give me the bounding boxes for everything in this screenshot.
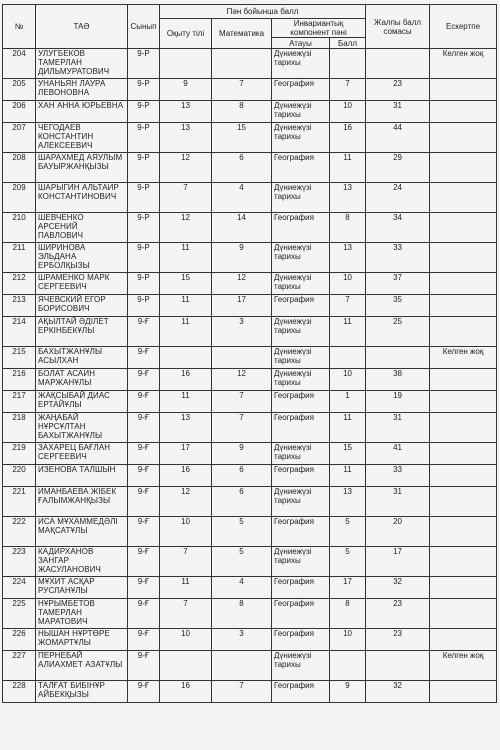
invariant-subject: Дүниежүзі тарихы xyxy=(272,443,330,465)
math-score: 3 xyxy=(212,317,272,347)
row-number: 225 xyxy=(3,599,36,629)
invariant-score xyxy=(330,347,366,369)
table-row xyxy=(3,183,497,213)
note-cell xyxy=(430,369,497,391)
header-total: Жалпы балл сомасы xyxy=(366,5,430,49)
row-number: 223 xyxy=(3,547,36,577)
table-row xyxy=(3,391,497,413)
invariant-subject: География xyxy=(272,295,330,317)
class-cell: 9-Ғ xyxy=(128,317,160,347)
lang-score xyxy=(160,49,212,79)
total-score: 23 xyxy=(366,79,430,101)
invariant-subject: Дүниежүзі тарихы xyxy=(272,273,330,295)
math-score: 4 xyxy=(212,183,272,213)
student-name: ШАРАХМЕД АЯУЛЫМ БАУЫРЖАНҚЫЗЫ xyxy=(36,153,128,183)
invariant-score: 5 xyxy=(330,517,366,547)
lang-score: 16 xyxy=(160,369,212,391)
lang-score: 10 xyxy=(160,629,212,651)
class-cell: 9-Р xyxy=(128,295,160,317)
invariant-subject: География xyxy=(272,465,330,487)
note-cell xyxy=(430,547,497,577)
class-cell: 9-Ғ xyxy=(128,347,160,369)
invariant-score: 11 xyxy=(330,153,366,183)
lang-score: 10 xyxy=(160,517,212,547)
results-sheet xyxy=(2,4,496,703)
class-cell: 9-Ғ xyxy=(128,599,160,629)
math-score: 7 xyxy=(212,79,272,101)
total-score xyxy=(366,651,430,681)
math-score: 9 xyxy=(212,243,272,273)
note-cell xyxy=(430,443,497,465)
row-number: 205 xyxy=(3,79,36,101)
table-row xyxy=(3,295,497,317)
student-name: ШИРИНОВА ЭЛЬДАНА ЕРБОЛҚЫЗЫ xyxy=(36,243,128,273)
note-cell xyxy=(430,391,497,413)
row-number: 214 xyxy=(3,317,36,347)
student-name: НЫШАН НҰРТӨРЕ ЖОМАРТҰЛЫ xyxy=(36,629,128,651)
invariant-subject: Дүниежүзі тарихы xyxy=(272,243,330,273)
lang-score: 11 xyxy=(160,577,212,599)
student-name: КАДИРХАНОВ ЗАНГАР ЖАСУЛАНОВИЧ xyxy=(36,547,128,577)
class-cell: 9-Р xyxy=(128,49,160,79)
math-score xyxy=(212,49,272,79)
note-cell xyxy=(430,101,497,123)
row-number: 217 xyxy=(3,391,36,413)
header-name: ТАӘ xyxy=(36,5,128,49)
math-score xyxy=(212,347,272,369)
class-cell: 9-Ғ xyxy=(128,413,160,443)
table-row xyxy=(3,213,497,243)
total-score: 32 xyxy=(366,681,430,703)
total-score: 31 xyxy=(366,487,430,517)
invariant-score: 8 xyxy=(330,599,366,629)
total-score: 17 xyxy=(366,547,430,577)
note-cell xyxy=(430,183,497,213)
math-score: 9 xyxy=(212,443,272,465)
total-score: 19 xyxy=(366,391,430,413)
table-row xyxy=(3,79,497,101)
invariant-subject: Дүниежүзі тарихы xyxy=(272,547,330,577)
math-score: 7 xyxy=(212,681,272,703)
total-score: 20 xyxy=(366,517,430,547)
row-number: 215 xyxy=(3,347,36,369)
student-name: ХАН АННА ЮРЬЕВНА xyxy=(36,101,128,123)
total-score: 35 xyxy=(366,295,430,317)
student-name: ИЗЕНОВА ТАЛШЫН xyxy=(36,465,128,487)
invariant-subject: Дүниежүзі тарихы xyxy=(272,651,330,681)
table-row xyxy=(3,547,497,577)
invariant-subject: Дүниежүзі тарихы xyxy=(272,317,330,347)
note-cell xyxy=(430,243,497,273)
class-cell: 9-Р xyxy=(128,79,160,101)
class-cell: 9-Р xyxy=(128,183,160,213)
invariant-subject: География xyxy=(272,681,330,703)
invariant-score: 10 xyxy=(330,273,366,295)
lang-score: 12 xyxy=(160,213,212,243)
math-score xyxy=(212,651,272,681)
row-number: 204 xyxy=(3,49,36,79)
student-name: ИМАНБАЕВА ЖІБЕК ҒАЛЫМЖАНҚЫЗЫ xyxy=(36,487,128,517)
total-score: 33 xyxy=(366,465,430,487)
row-number: 224 xyxy=(3,577,36,599)
note-cell xyxy=(430,517,497,547)
table-row xyxy=(3,317,497,347)
total-score: 33 xyxy=(366,243,430,273)
table-header xyxy=(3,5,497,49)
lang-score: 17 xyxy=(160,443,212,465)
math-score: 8 xyxy=(212,101,272,123)
table-row xyxy=(3,629,497,651)
total-score: 25 xyxy=(366,317,430,347)
invariant-score: 7 xyxy=(330,295,366,317)
lang-score: 7 xyxy=(160,599,212,629)
student-name: БАХЫТЖАНҰЛЫ АСЫЛХАН xyxy=(36,347,128,369)
total-score: 23 xyxy=(366,629,430,651)
note-cell xyxy=(430,629,497,651)
class-cell: 9-Ғ xyxy=(128,369,160,391)
student-name: ТАЛҒАТ БИБІНҰР АЙБЕКҚЫЗЫ xyxy=(36,681,128,703)
header-subjects-group: Пән бойынша балл xyxy=(160,5,366,19)
student-name: БОЛАТ АСАИН МАРЖАНҰЛЫ xyxy=(36,369,128,391)
header-class: Сынып xyxy=(128,5,160,49)
header-inv-name: Атауы xyxy=(272,38,330,49)
invariant-subject: География xyxy=(272,577,330,599)
note-cell: Келген жоқ xyxy=(430,347,497,369)
table-row xyxy=(3,681,497,703)
row-number: 220 xyxy=(3,465,36,487)
total-score: 23 xyxy=(366,599,430,629)
invariant-subject: География xyxy=(272,391,330,413)
row-number: 211 xyxy=(3,243,36,273)
invariant-subject: Дүниежүзі тарихы xyxy=(272,183,330,213)
table-row xyxy=(3,273,497,295)
invariant-score xyxy=(330,49,366,79)
lang-score: 11 xyxy=(160,295,212,317)
math-score: 3 xyxy=(212,629,272,651)
row-number: 213 xyxy=(3,295,36,317)
note-cell xyxy=(430,317,497,347)
invariant-subject: География xyxy=(272,413,330,443)
note-cell: Келген жоқ xyxy=(430,651,497,681)
invariant-subject: Дүниежүзі тарихы xyxy=(272,101,330,123)
student-name: УЛУГБЕКОВ ТАМЕРЛАН ДИЛЬМУРАТОВИЧ xyxy=(36,49,128,79)
invariant-score: 8 xyxy=(330,213,366,243)
invariant-subject: География xyxy=(272,79,330,101)
invariant-score: 17 xyxy=(330,577,366,599)
invariant-score: 15 xyxy=(330,443,366,465)
invariant-score: 9 xyxy=(330,681,366,703)
table-row xyxy=(3,443,497,465)
invariant-score: 10 xyxy=(330,369,366,391)
table-row xyxy=(3,413,497,443)
class-cell: 9-Ғ xyxy=(128,651,160,681)
invariant-score: 13 xyxy=(330,183,366,213)
invariant-score: 11 xyxy=(330,465,366,487)
total-score: 37 xyxy=(366,273,430,295)
table-row xyxy=(3,243,497,273)
note-cell xyxy=(430,599,497,629)
math-score: 14 xyxy=(212,213,272,243)
row-number: 207 xyxy=(3,123,36,153)
row-number: 209 xyxy=(3,183,36,213)
class-cell: 9-Ғ xyxy=(128,443,160,465)
lang-score: 12 xyxy=(160,487,212,517)
row-number: 227 xyxy=(3,651,36,681)
class-cell: 9-Ғ xyxy=(128,547,160,577)
invariant-subject: География xyxy=(272,153,330,183)
table-row xyxy=(3,465,497,487)
total-score: 31 xyxy=(366,101,430,123)
total-score: 24 xyxy=(366,183,430,213)
student-name: ЖАҚСЫБАЙ ДИАС ЕРТАЙҰЛЫ xyxy=(36,391,128,413)
row-number: 221 xyxy=(3,487,36,517)
table-row xyxy=(3,599,497,629)
lang-score xyxy=(160,651,212,681)
class-cell: 9-Р xyxy=(128,273,160,295)
lang-score: 12 xyxy=(160,153,212,183)
note-cell xyxy=(430,487,497,517)
math-score: 6 xyxy=(212,153,272,183)
class-cell: 9-Ғ xyxy=(128,577,160,599)
invariant-subject: Дүниежүзі тарихы xyxy=(272,123,330,153)
note-cell xyxy=(430,577,497,599)
table-row xyxy=(3,347,497,369)
row-number: 216 xyxy=(3,369,36,391)
invariant-subject: Дүниежүзі тарихы xyxy=(272,369,330,391)
class-cell: 9-Ғ xyxy=(128,487,160,517)
invariant-score: 7 xyxy=(330,79,366,101)
table-row xyxy=(3,577,497,599)
student-name: ПЕРНЕБАЙ АЛИАХМЕТ АЗАТҰЛЫ xyxy=(36,651,128,681)
student-name: ЯЧЕВСКИЙ ЕГОР БОРИСОВИЧ xyxy=(36,295,128,317)
lang-score: 13 xyxy=(160,101,212,123)
class-cell: 9-Ғ xyxy=(128,629,160,651)
invariant-score: 1 xyxy=(330,391,366,413)
table-row xyxy=(3,651,497,681)
class-cell: 9-Ғ xyxy=(128,681,160,703)
row-number: 212 xyxy=(3,273,36,295)
invariant-score: 10 xyxy=(330,101,366,123)
note-cell xyxy=(430,465,497,487)
row-number: 210 xyxy=(3,213,36,243)
invariant-subject: География xyxy=(272,213,330,243)
student-name: ЗАХАРЕЦ БАҒЛАН СЕРГЕЕВИЧ xyxy=(36,443,128,465)
row-number: 206 xyxy=(3,101,36,123)
invariant-score: 10 xyxy=(330,629,366,651)
invariant-score: 16 xyxy=(330,123,366,153)
header-inv-score: Балл xyxy=(330,38,366,49)
student-name: ИСА МҰХАММЕДӘЛІ МАҚСАТҰЛЫ xyxy=(36,517,128,547)
note-cell xyxy=(430,681,497,703)
row-number: 228 xyxy=(3,681,36,703)
note-cell: Келген жоқ xyxy=(430,49,497,79)
lang-score: 13 xyxy=(160,413,212,443)
lang-score: 9 xyxy=(160,79,212,101)
lang-score: 15 xyxy=(160,273,212,295)
student-name: ЧЕГОДАЕВ КОНСТАНТИН АЛЕКСЕЕВИЧ xyxy=(36,123,128,153)
total-score: 38 xyxy=(366,369,430,391)
student-name: ШАРЫГИН АЛЬТАИР КОНСТАНТИНОВИЧ xyxy=(36,183,128,213)
class-cell: 9-Ғ xyxy=(128,465,160,487)
note-cell xyxy=(430,413,497,443)
total-score xyxy=(366,347,430,369)
math-score: 12 xyxy=(212,369,272,391)
invariant-score: 13 xyxy=(330,487,366,517)
row-number: 219 xyxy=(3,443,36,465)
header-note: Ескертпе xyxy=(430,5,497,49)
class-cell: 9-Ғ xyxy=(128,391,160,413)
invariant-subject: География xyxy=(272,517,330,547)
header-lang: Оқыту тілі xyxy=(160,19,212,49)
math-score: 8 xyxy=(212,599,272,629)
total-score: 29 xyxy=(366,153,430,183)
math-score: 7 xyxy=(212,391,272,413)
class-cell: 9-Р xyxy=(128,213,160,243)
lang-score: 16 xyxy=(160,465,212,487)
lang-score: 11 xyxy=(160,243,212,273)
invariant-subject: Дүниежүзі тарихы xyxy=(272,347,330,369)
invariant-score: 5 xyxy=(330,547,366,577)
student-name: ШЕВЧЕНКО АРСЕНИЙ ПАВЛОВИЧ xyxy=(36,213,128,243)
row-number: 218 xyxy=(3,413,36,443)
math-score: 6 xyxy=(212,465,272,487)
table-row xyxy=(3,153,497,183)
invariant-subject: География xyxy=(272,599,330,629)
student-name: ШРАМЕНКО МАРК СЕРГЕЕВИЧ xyxy=(36,273,128,295)
math-score: 6 xyxy=(212,487,272,517)
table-row xyxy=(3,49,497,79)
total-score xyxy=(366,49,430,79)
note-cell xyxy=(430,273,497,295)
note-cell xyxy=(430,295,497,317)
row-number: 208 xyxy=(3,153,36,183)
math-score: 5 xyxy=(212,517,272,547)
math-score: 5 xyxy=(212,547,272,577)
header-no: № xyxy=(3,5,36,49)
table-row xyxy=(3,487,497,517)
student-name: МҰХИТ АСҚАР РУСЛАНҰЛЫ xyxy=(36,577,128,599)
lang-score: 13 xyxy=(160,123,212,153)
class-cell: 9-Ғ xyxy=(128,517,160,547)
invariant-subject: География xyxy=(272,629,330,651)
class-cell: 9-Р xyxy=(128,243,160,273)
student-name: УНАНЬЯН ЛАУРА ЛЕВОНОВНА xyxy=(36,79,128,101)
header-invariant: Инвариантық компонент пәні xyxy=(272,19,366,38)
lang-score: 11 xyxy=(160,391,212,413)
math-score: 4 xyxy=(212,577,272,599)
lang-score: 16 xyxy=(160,681,212,703)
exam-results-table xyxy=(2,4,497,703)
note-cell xyxy=(430,123,497,153)
total-score: 32 xyxy=(366,577,430,599)
note-cell xyxy=(430,153,497,183)
invariant-score: 13 xyxy=(330,243,366,273)
lang-score: 11 xyxy=(160,317,212,347)
row-number: 222 xyxy=(3,517,36,547)
table-row xyxy=(3,101,497,123)
invariant-score xyxy=(330,651,366,681)
math-score: 12 xyxy=(212,273,272,295)
lang-score xyxy=(160,347,212,369)
table-row xyxy=(3,123,497,153)
note-cell xyxy=(430,213,497,243)
total-score: 31 xyxy=(366,413,430,443)
invariant-subject: Дүниежүзі тарихы xyxy=(272,49,330,79)
lang-score: 7 xyxy=(160,183,212,213)
note-cell xyxy=(430,79,497,101)
invariant-subject: Дүниежүзі тарихы xyxy=(272,487,330,517)
invariant-score: 11 xyxy=(330,317,366,347)
invariant-score: 11 xyxy=(330,413,366,443)
table-row xyxy=(3,369,497,391)
math-score: 7 xyxy=(212,413,272,443)
total-score: 34 xyxy=(366,213,430,243)
row-number: 226 xyxy=(3,629,36,651)
total-score: 44 xyxy=(366,123,430,153)
table-row xyxy=(3,517,497,547)
student-name: ЖАҢАБАЙ НҰРСҰЛТАН БАХЫТЖАНҰЛЫ xyxy=(36,413,128,443)
math-score: 17 xyxy=(212,295,272,317)
student-name: АҚЫЛТАЙ ӘДІЛЕТ ЕРКІНБЕКҰЛЫ xyxy=(36,317,128,347)
student-name: НҰРЫМБЕТОВ ТАМЕРЛАН МАРАТОВИЧ xyxy=(36,599,128,629)
lang-score: 7 xyxy=(160,547,212,577)
class-cell: 9-Р xyxy=(128,123,160,153)
total-score: 41 xyxy=(366,443,430,465)
table-body xyxy=(3,49,497,703)
header-math: Математика xyxy=(212,19,272,49)
class-cell: 9-Р xyxy=(128,101,160,123)
class-cell: 9-Р xyxy=(128,153,160,183)
math-score: 15 xyxy=(212,123,272,153)
